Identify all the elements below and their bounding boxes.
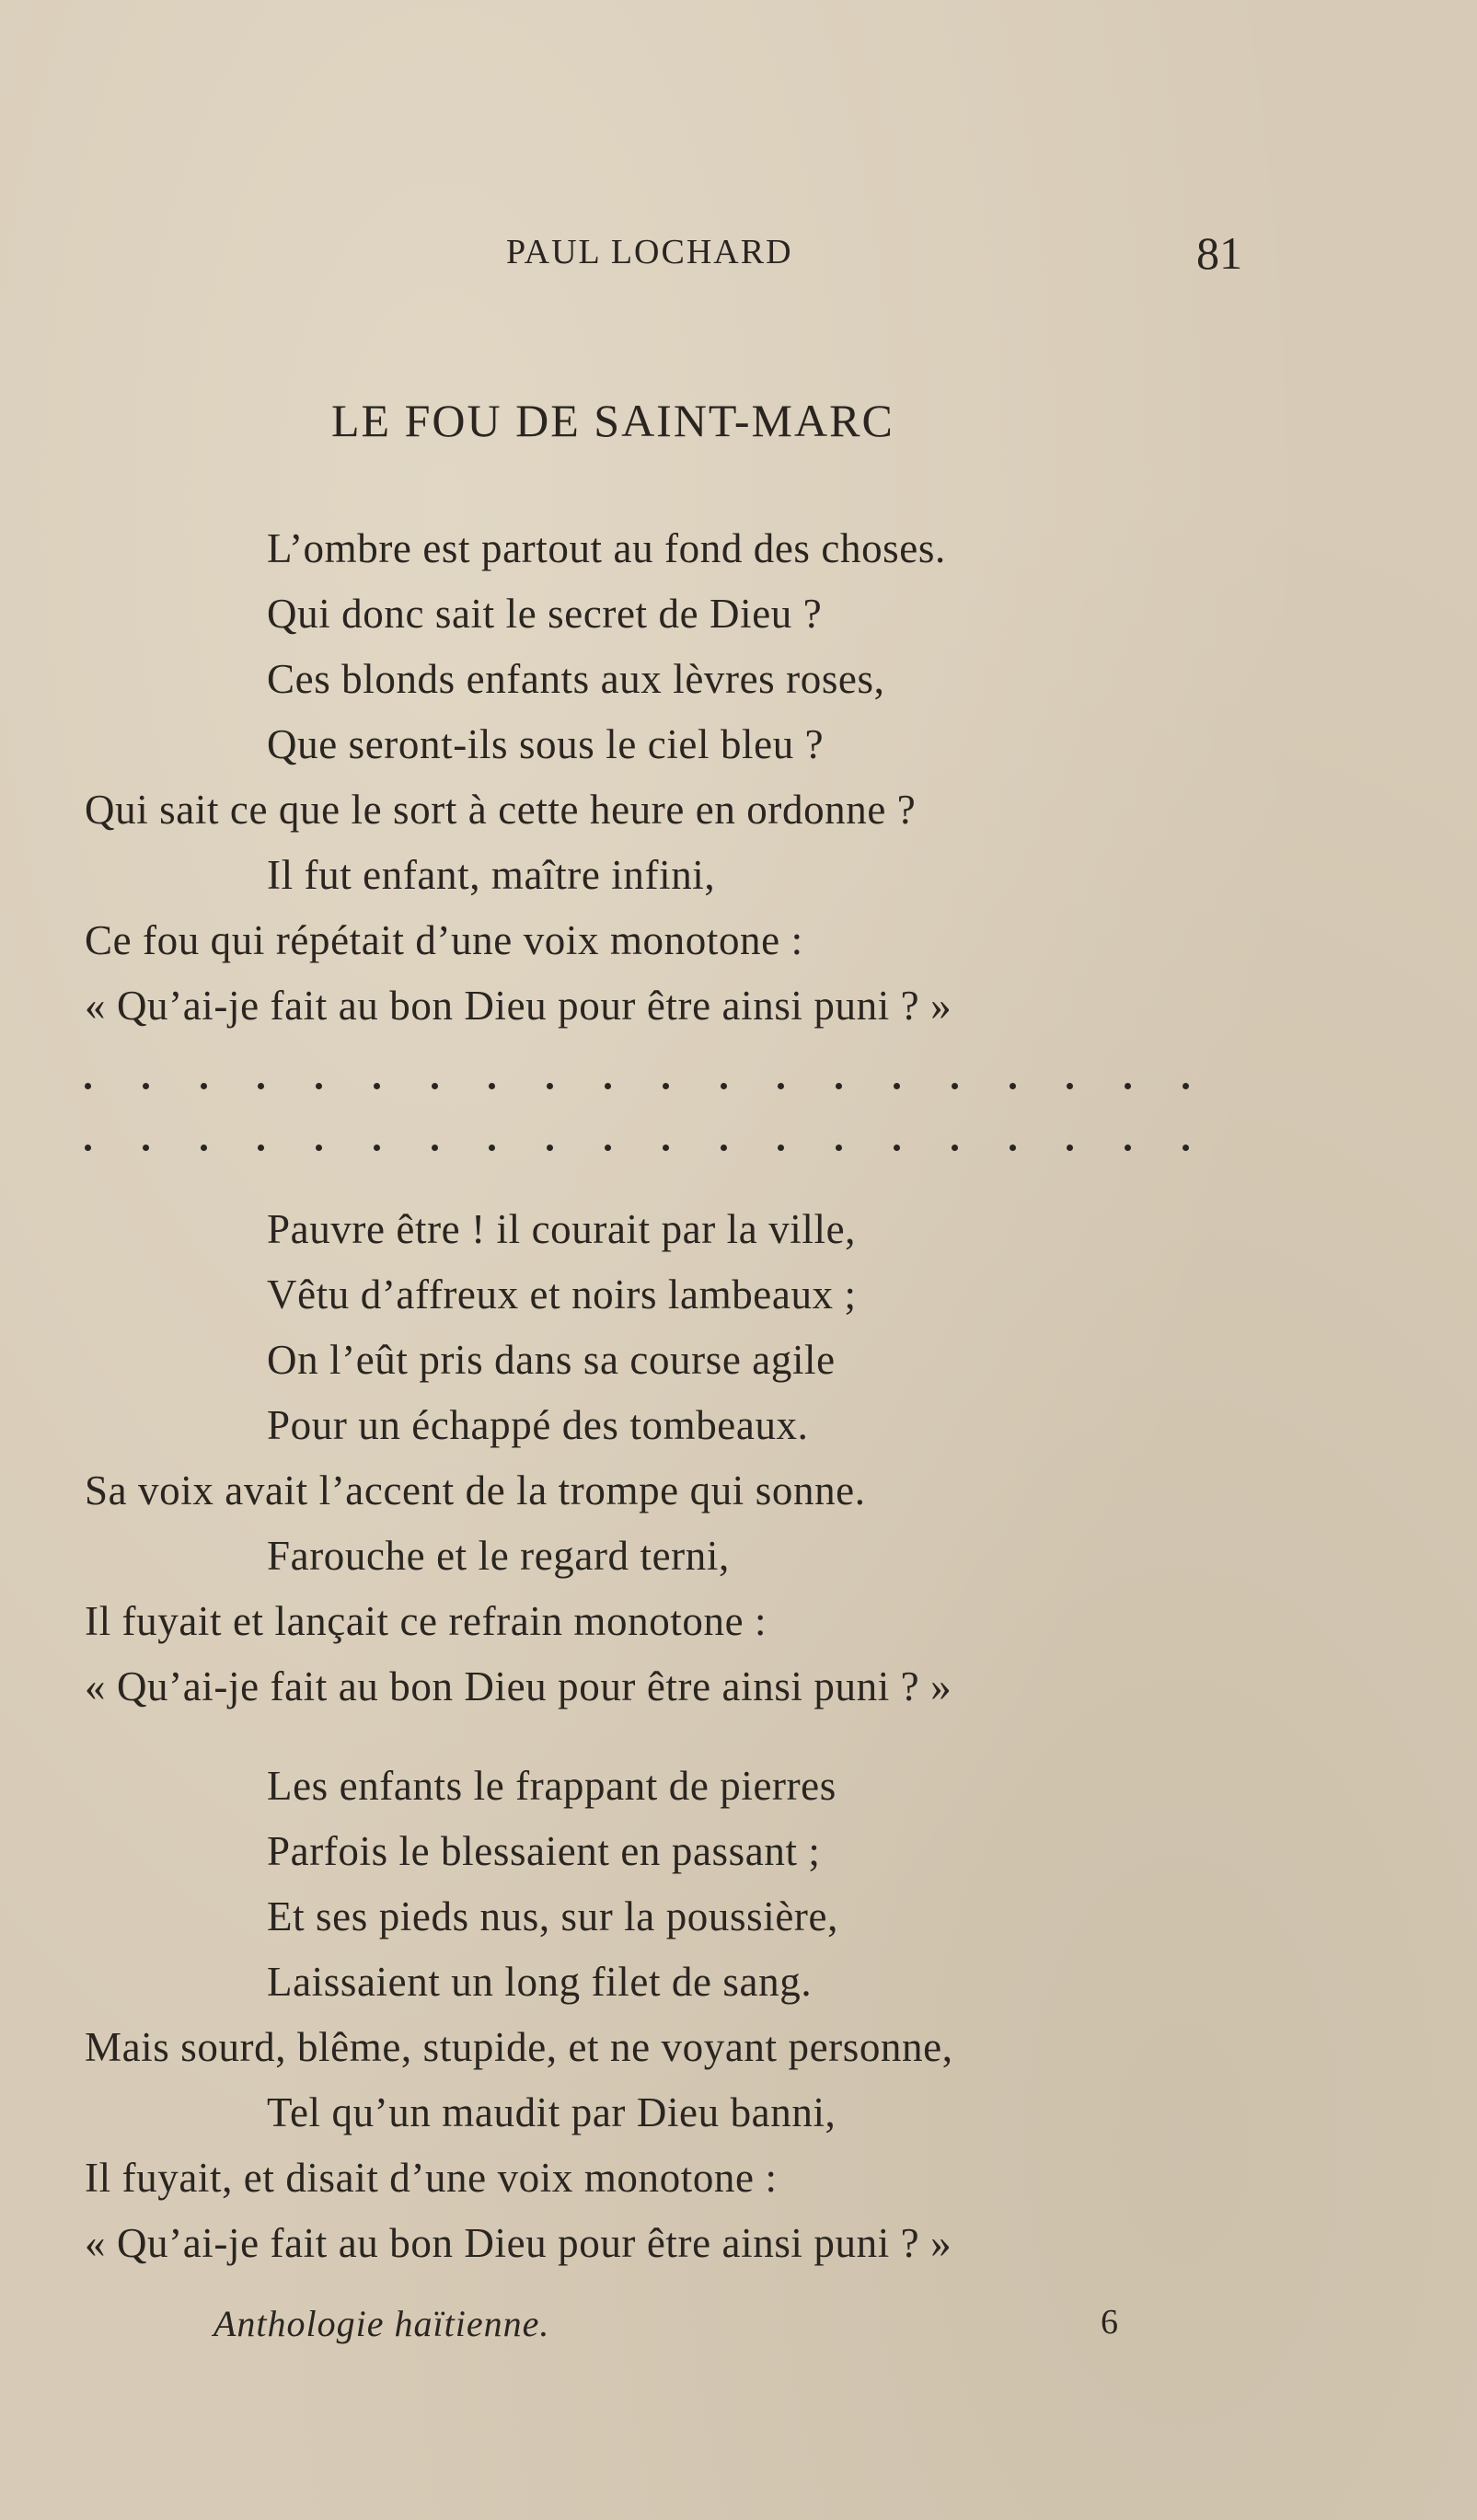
verse-line: Mais sourd, blême, stupide, et ne voyant personne, <box>85 2024 953 2070</box>
ellipsis-dot <box>1067 1145 1073 1151</box>
ellipsis-dot <box>258 1083 264 1089</box>
verse-line: Ce fou qui répétait d’une voix monotone : <box>85 917 803 963</box>
ellipsis-dot <box>663 1145 669 1151</box>
verse-line: Sa voix avait l’accent de la trompe qui sonne. <box>85 1467 866 1513</box>
verse-line: Pour un échappé des tombeaux. <box>267 1402 809 1448</box>
ellipsis-dot <box>952 1145 958 1151</box>
ellipsis-dot <box>894 1145 900 1151</box>
ellipsis-dot <box>547 1083 553 1089</box>
ellipsis-dot-row <box>85 1138 1189 1156</box>
ellipsis-dot <box>547 1145 553 1151</box>
verse-line: Parfois le blessaient en passant ; <box>267 1828 821 1874</box>
verse-line: Vêtu d’affreux et noirs lambeaux ; <box>267 1272 857 1318</box>
ellipsis-dot <box>432 1145 438 1151</box>
ellipsis-dot <box>258 1145 264 1151</box>
ellipsis-dot <box>432 1083 438 1089</box>
ellipsis-dot <box>1067 1083 1073 1089</box>
ellipsis-dot <box>1125 1145 1131 1151</box>
verse-line: Il fut enfant, maître infini, <box>267 852 716 898</box>
ellipsis-dot <box>374 1083 380 1089</box>
verse-line: Que seront-ils sous le ciel bleu ? <box>267 721 825 767</box>
ellipsis-dot <box>836 1145 842 1151</box>
ellipsis-dot <box>85 1083 91 1089</box>
signature-mark: 6 <box>1101 2303 1118 2342</box>
verse-line: Pauvre être ! il courait par la ville, <box>267 1206 857 1252</box>
ellipsis-dot <box>316 1083 322 1089</box>
verse-line-refrain: « Qu’ai-je fait au bon Dieu pour être ainsi puni ? » <box>85 1663 952 1709</box>
ellipsis-dot <box>201 1145 207 1151</box>
ellipsis-dot <box>721 1083 727 1089</box>
ellipsis-dot <box>489 1083 495 1089</box>
ellipsis-dot <box>894 1083 900 1089</box>
verse-line-refrain: « Qu’ai-je fait au bon Dieu pour être ainsi puni ? » <box>85 2220 952 2266</box>
ellipsis-dot <box>85 1145 91 1151</box>
ellipsis-dot <box>605 1145 611 1151</box>
ellipsis-dot <box>1183 1083 1189 1089</box>
ellipsis-dot <box>1125 1083 1131 1089</box>
verse-line: Et ses pieds nus, sur la poussière, <box>267 1893 838 1939</box>
ellipsis-dot <box>721 1145 727 1151</box>
ellipsis-dot <box>489 1145 495 1151</box>
verse-line: L’ombre est partout au fond des choses. <box>267 525 946 571</box>
verse-line: Tel qu’un maudit par Dieu banni, <box>267 2089 837 2135</box>
ellipsis-dot <box>374 1145 380 1151</box>
ellipsis-dot-row <box>85 1076 1189 1095</box>
ellipsis-dot <box>836 1083 842 1089</box>
ellipsis-dot <box>952 1083 958 1089</box>
ellipsis-dot <box>143 1145 149 1151</box>
poem-title: LE FOU DE SAINT-MARC <box>331 395 894 446</box>
verse-line: On l’eût pris dans sa course agile <box>267 1337 836 1383</box>
verse-line-refrain: « Qu’ai-je fait au bon Dieu pour être ainsi puni ? » <box>85 983 952 1029</box>
running-head: PAUL LOCHARD <box>506 233 793 271</box>
verse-line: Il fuyait et lançait ce refrain monotone : <box>85 1598 767 1644</box>
verse-line: Les enfants le frappant de pierres <box>267 1763 837 1809</box>
ellipsis-dot <box>778 1083 784 1089</box>
ellipsis-dot <box>143 1083 149 1089</box>
ellipsis-dot <box>1183 1145 1189 1151</box>
ellipsis-dot <box>201 1083 207 1089</box>
verse-line: Il fuyait, et disait d’une voix monotone : <box>85 2155 778 2201</box>
ellipsis-dot <box>1010 1083 1016 1089</box>
verse-line: Farouche et le regard terni, <box>267 1533 730 1579</box>
verse-line: Ces blonds enfants aux lèvres roses, <box>267 656 885 702</box>
verse-line: Qui donc sait le secret de Dieu ? <box>267 591 823 637</box>
verse-line: Qui sait ce que le sort à cette heure en ordonne ? <box>85 787 917 833</box>
page-number: 81 <box>1196 227 1242 279</box>
ellipsis-dot <box>605 1083 611 1089</box>
ellipsis-dot <box>1010 1145 1016 1151</box>
ellipsis-dot <box>663 1083 669 1089</box>
ellipsis-dot <box>316 1145 322 1151</box>
footer-book-title: Anthologie haïtienne. <box>213 2303 550 2344</box>
ellipsis-dot <box>778 1145 784 1151</box>
verse-line: Laissaient un long filet de sang. <box>267 1959 813 2005</box>
